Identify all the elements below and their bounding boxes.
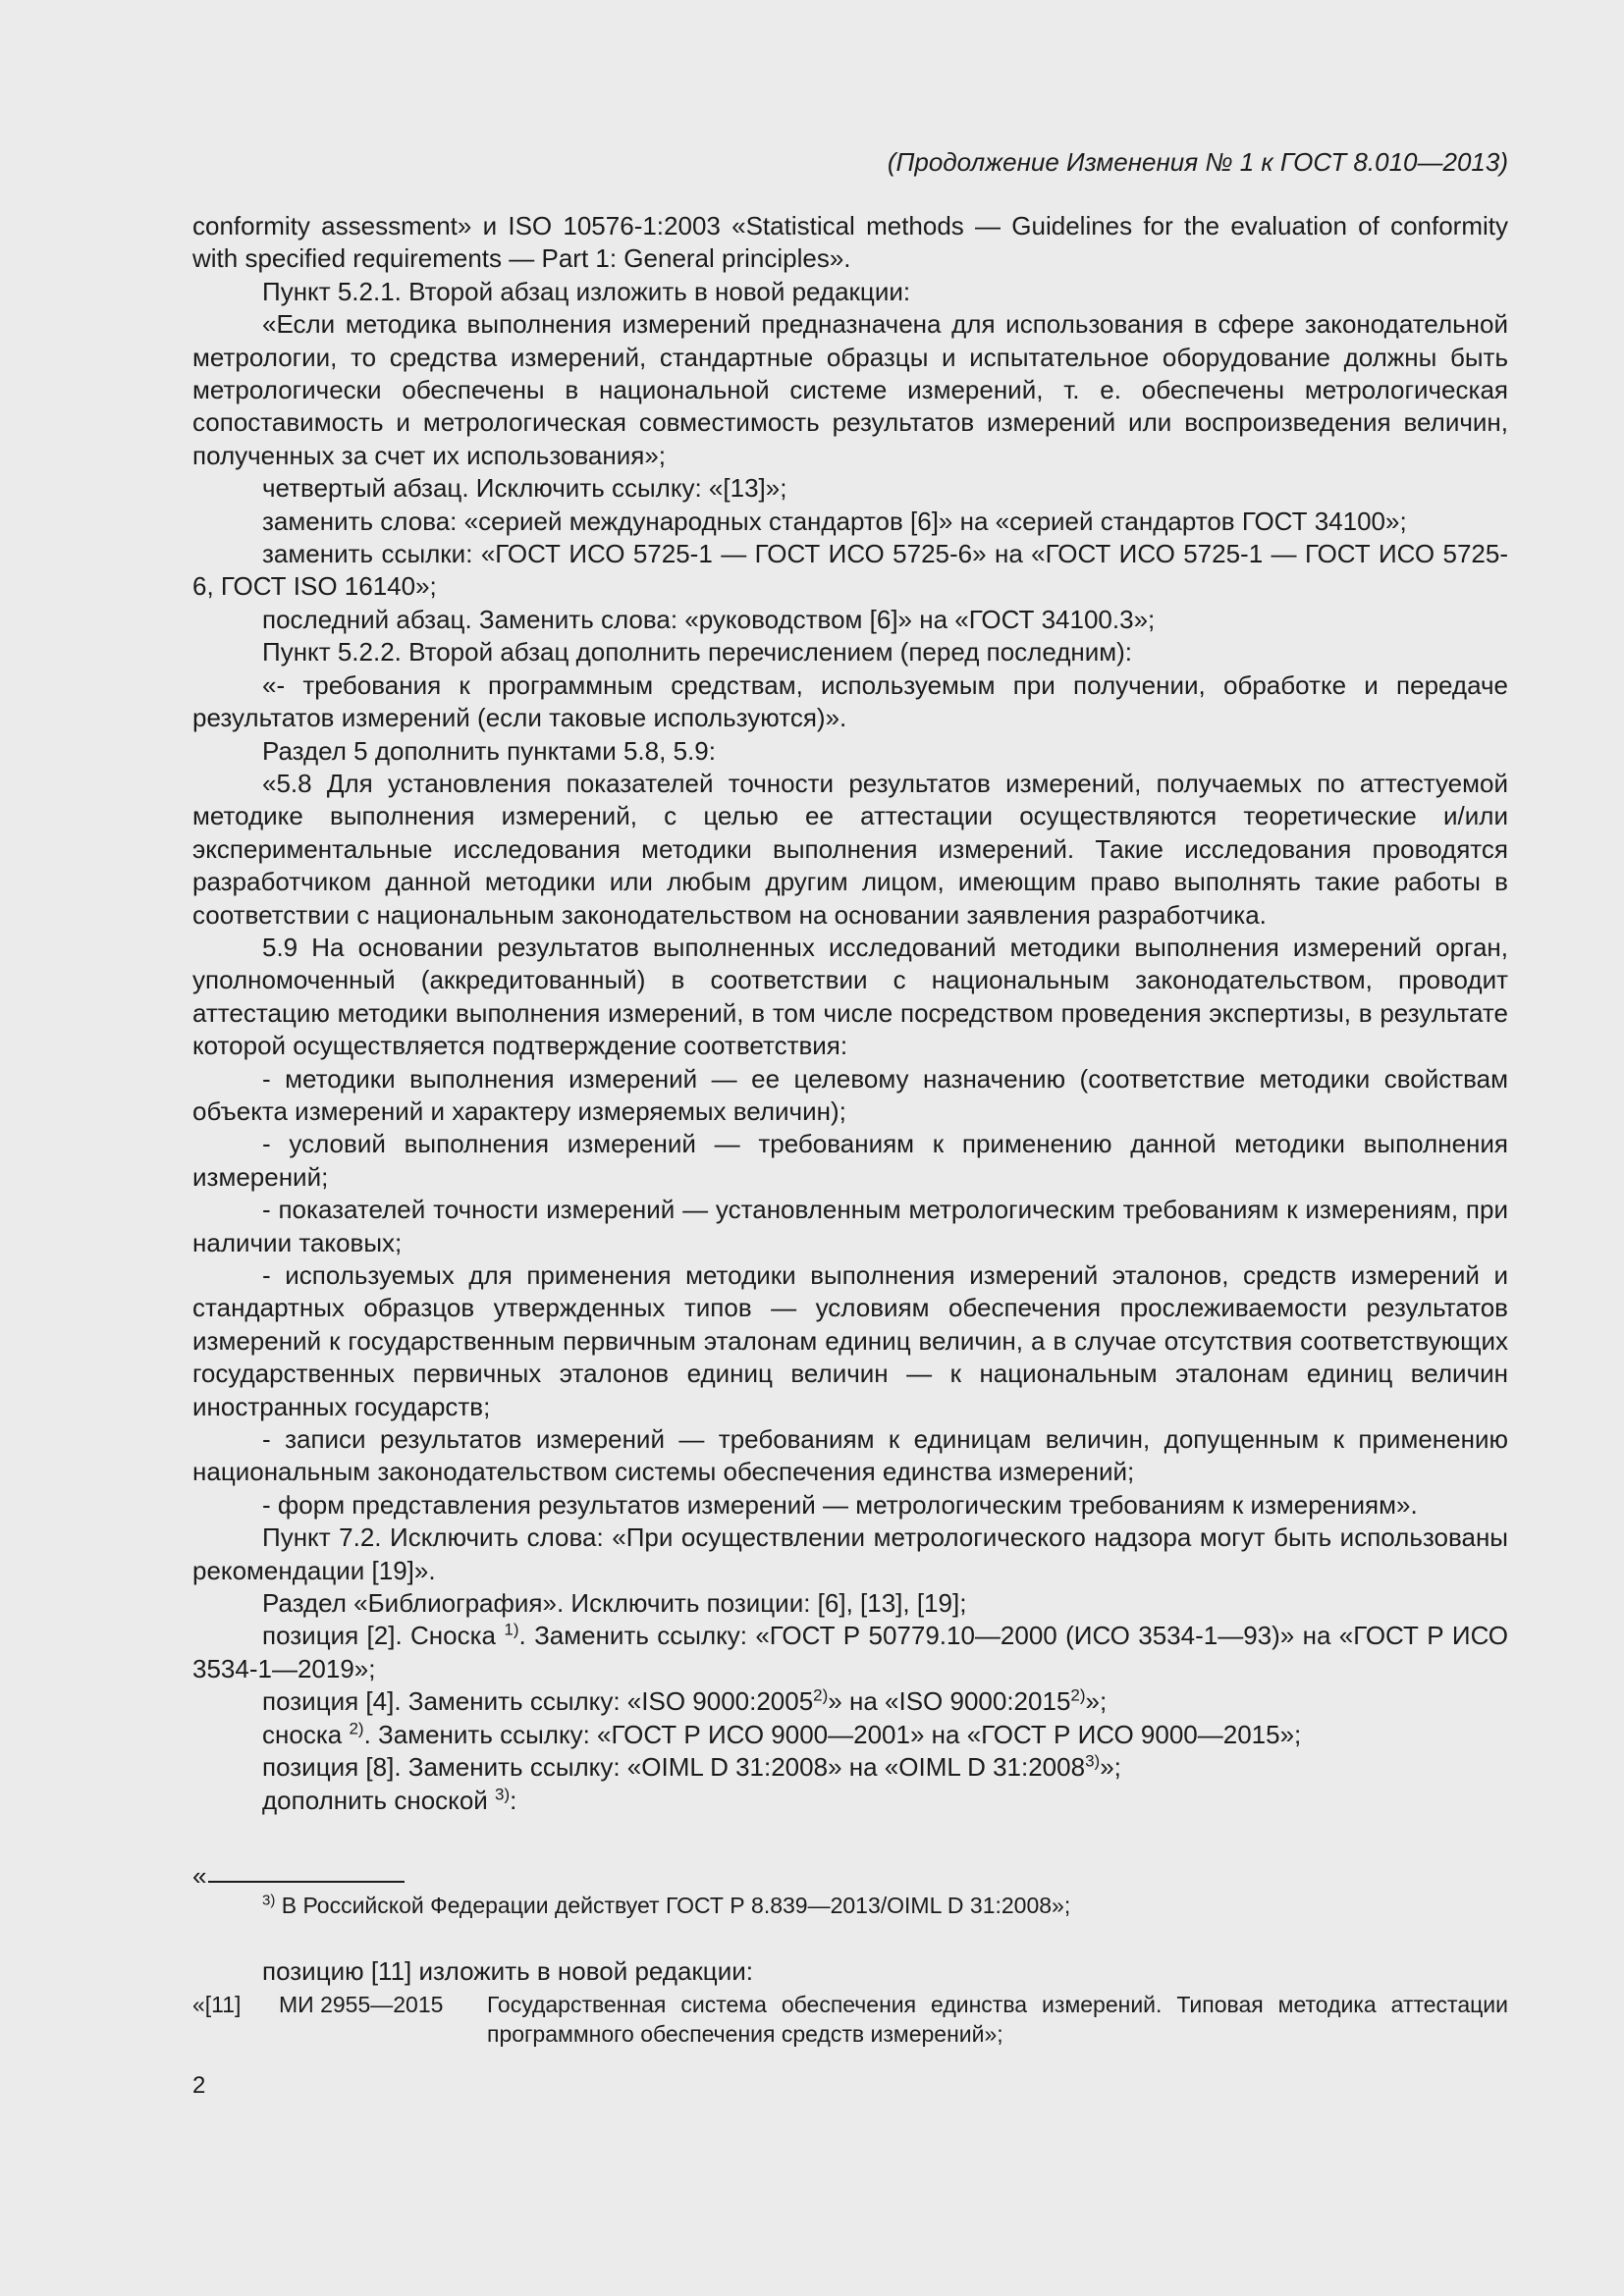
paragraph: «- требования к программным средствам, используемым при получении, обработке и передаче результатов измерений (если таковые используются)».	[192, 669, 1508, 733]
paragraph: позиция [2]. Сноска $^{1)}$. Заменить ссылку: «ГОСТ Р 50779.10—2000 (ИСО 3534-1—93)» на «ГОСТ Р ИСО 3534-1—2019»;	[192, 1620, 1508, 1683]
paragraph: заменить слова: «серией международных стандартов [6]» на «серией стандартов ГОСТ 34100»;	[262, 506, 1407, 536]
paragraph: сноска $^{2)}$. Заменить ссылку: «ГОСТ Р ИСО 9000—2001» на «ГОСТ Р ИСО 9000—2015»;	[262, 1719, 1302, 1749]
paragraph: заменить ссылки: «ГОСТ ИСО 5725-1 — ГОСТ ИСО 5725-6» на «ГОСТ ИСО 5725-1 — ГОСТ ИСО 5725-6, ГОСТ ISO 16140»;	[192, 539, 1508, 602]
paragraph: Пункт 5.2.2. Второй абзац дополнить перечислением (перед последним):	[262, 637, 1133, 667]
footnote-ref: 2)	[813, 1685, 829, 1705]
footnote-ref: 2)	[349, 1719, 364, 1738]
footnote-ref: 3)	[1085, 1751, 1101, 1771]
list-item: - показателей точности измерений — установленным метрологическим требованиям к измерениям, при наличии таковых;	[192, 1195, 1508, 1257]
footnote-ref: 3)	[495, 1784, 511, 1803]
footnote-mark: 3)	[262, 1892, 276, 1909]
paragraph: Пункт 7.2. Исключить слова: «При осуществлении метрологического надзора могут быть использованы рекомендации [19]».	[192, 1522, 1508, 1585]
footnote-ref: 1)	[504, 1620, 519, 1639]
paragraph: «Если методика выполнения измерений предназначена для использования в сфере законодательной метрологии, то средства измерений, стандартные образцы и испытательное оборудование должны быть метрологически обеспечены в национальной системе измерений, т. е. обеспечены метрологическая сопоставимость и метрологическая совместимость результатов измерений или воспроизведения величин, полученных за счет их использования»;	[192, 309, 1508, 470]
open-quote: «	[192, 1861, 207, 1891]
footnote-ref: 2)	[1070, 1685, 1086, 1705]
footnote	[262, 1891, 1508, 1920]
list-item: - методики выполнения измерений — ее целевому назначению (соответствие методики свойствам объекта измерений и характеру измеряемых величин);	[192, 1063, 1508, 1126]
paragraph: четвертый абзац. Исключить ссылку: «[13]»;	[262, 473, 787, 504]
list-item: - форм представления результатов измерений — метрологическим требованиям к измерениям».	[262, 1489, 1418, 1520]
paragraph: последний абзац. Заменить слова: «руководством [6]» на «ГОСТ 34100.3»;	[262, 604, 1156, 634]
body-text	[192, 210, 1508, 1817]
bibliography-entry	[192, 1990, 1508, 2049]
bib-code: МИ 2955—2015	[279, 1992, 444, 2017]
paragraph: 5.9 На основании результатов выполненных исследований методики выполнения измерений орган, уполномоченный (аккредитованный) в соответствии с национальным законодательством, проводит аттестацию методики выполнения измерений, в том числе посредством проведения экспертизы, в результате которой осуществляется подтверждение соответствия:	[192, 932, 1508, 1061]
page-header: (Продолжение Изменения № 1 к ГОСТ 8.010—2013)	[887, 147, 1508, 177]
paragraph: дополнить сноской $^{3)}$:	[262, 1784, 517, 1815]
list-item: - условий выполнения измерений — требованиям к применению данной методики выполнения измерений;	[192, 1129, 1508, 1192]
page-number: 2	[192, 2072, 206, 2099]
paragraph: Пункт 5.2.1. Второй абзац изложить в новой редакции:	[262, 276, 911, 306]
footnote-text: В Российской Федерации действует ГОСТ Р 8.839—2013/OIML D 31:2008»;	[275, 1893, 1071, 1918]
paragraph: позиция [4]. Заменить ссылку: «ISO 9000:2005$^{2)}$» на «ISO 9000:2015$^{2)}$»;	[262, 1685, 1108, 1717]
list-item: - записи результатов измерений — требованиям к единицам величин, допущенным к применению национальным законодательством системы обеспечения единства измерений;	[192, 1424, 1508, 1487]
paragraph: conformity assessment» и ISO 10576-1:2003 «Statistical methods — Guidelines for the evaluation of conformity with specified requirements — Part 1: General principles».	[192, 211, 1508, 274]
separator-line	[208, 1881, 405, 1883]
paragraph: Раздел 5 дополнить пунктами 5.8, 5.9:	[262, 735, 716, 766]
footnote-separator	[192, 1863, 405, 1889]
paragraph: «5.8 Для установления показателей точности результатов измерений, получаемых по аттестуемой методике выполнения измерений, с целью ее аттестации осуществляются теоретические и/или экспериментальные исследования методики выполнения измерений. Такие исследования проводятся разработчиком данной методики или любым другим лицом, имеющим право выполнять такие работы в соответствии с национальным законодательством на основании заявления разработчика.	[192, 768, 1508, 930]
paragraph: позицию [11] изложить в новой редакции:	[262, 1956, 753, 1986]
paragraph: Раздел «Библиография». Исключить позиции: [6], [13], [19];	[262, 1588, 967, 1619]
bib-title: Государственная система обеспечения единства измерений. Типовая методика аттестации программного обеспечения средств измерений»;	[487, 1992, 1508, 2047]
bib-number: «[11]	[192, 1992, 242, 2017]
paragraph: позиция [8]. Заменить ссылку: «OIML D 31:2008» на «OIML D 31:2008$^{3)}$»;	[262, 1751, 1121, 1783]
list-item: - используемых для применения методики выполнения измерений эталонов, средств измерений и стандартных образцов утвержденных типов — условиям обеспечения прослеживаемости результатов измерений к государственным первичным эталонам единиц величин, а в случае отсутствия соответствующих государственных первичных эталонов единиц величин — к национальным эталонам единиц величин иностранных государств;	[192, 1260, 1508, 1421]
